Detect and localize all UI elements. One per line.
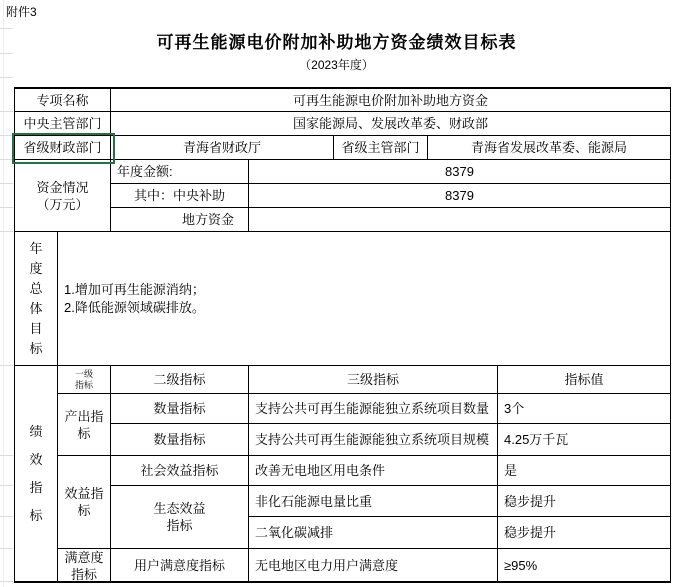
cell-funding-section-label[interactable] — [14, 159, 110, 231]
cell-project-label[interactable]: 专项名称 — [14, 88, 110, 111]
cell-prov-finance-value[interactable]: 青海省财政厅 — [110, 135, 333, 159]
cell-prov-dept-label[interactable]: 省级主管部门 — [333, 135, 427, 159]
sheet-row-gridline — [0, 516, 13, 517]
cell-l2-user-satisfaction[interactable]: 用户满意度指标 — [110, 548, 248, 582]
header-level1-indicator[interactable] — [57, 365, 110, 393]
satisfaction-indicator-text: 满意度指标 — [64, 549, 104, 582]
sheet-row-gridline — [0, 135, 13, 136]
header-level2-indicator[interactable]: 二级指标 — [110, 365, 248, 393]
cell-central-dept-label[interactable]: 中央主管部门 — [14, 111, 110, 135]
sheet-row-gridline — [0, 77, 13, 78]
cell-value-project-count[interactable]: 3个 — [497, 393, 670, 423]
cell-l3-project-scale[interactable]: 支持公共可再生能源能独立系统项目规模 — [248, 423, 497, 455]
output-indicator-text: 产出指标 — [64, 408, 104, 441]
cell-project-value[interactable]: 可再生能源电价附加补助地方资金 — [110, 88, 670, 111]
cell-annual-amount-value[interactable]: 8379 — [248, 159, 670, 183]
cell-value-nonfossil-share[interactable]: 稳步提升 — [497, 485, 670, 516]
cell-central-dept-value[interactable]: 国家能源局、发展改革委、财政部 — [110, 111, 670, 135]
cell-value-project-scale[interactable]: 4.25万千瓦 — [497, 423, 670, 455]
table-bottom-border — [14, 581, 671, 583]
sheet-row-gridline — [0, 183, 13, 184]
cell-l2-quantity-1[interactable]: 数量指标 — [110, 393, 248, 423]
cell-l2-quantity-2[interactable]: 数量指标 — [110, 423, 248, 455]
cell-l2-eco-benefit[interactable] — [110, 485, 248, 548]
cell-annual-amount-label[interactable]: 年度金额: — [110, 159, 248, 183]
sheet-row-gridline — [0, 581, 13, 582]
sheet-row-gridline — [0, 455, 13, 456]
cell-local-funds-label[interactable]: 地方资金 — [110, 207, 248, 231]
table-top-border — [14, 87, 671, 89]
annual-goal-line-2: 2.降低能源领域碳排放。 — [64, 299, 205, 315]
cell-perf-section-label[interactable] — [14, 365, 57, 582]
benefit-indicator-text: 效益指标 — [64, 486, 104, 518]
cell-l3-power-conditions[interactable]: 改善无电地区用电条件 — [248, 455, 497, 485]
sheet-column-gridline — [3, 0, 4, 587]
page-title: 可再生能源电价附加补助地方资金绩效目标表 — [156, 33, 517, 52]
sheet-row-gridline — [0, 53, 13, 54]
eco-benefit-text: 生态效益指标 — [153, 501, 206, 533]
table-right-border — [670, 88, 671, 582]
cell-l2-social-benefit[interactable]: 社会效益指标 — [110, 455, 248, 485]
cell-central-subsidy-label[interactable]: 其中：中央补助 — [110, 183, 248, 207]
annual-goal-line-1: 1.增加可再生能源消纳； — [64, 281, 205, 297]
cell-prov-finance-label[interactable]: 省级财政部门 — [14, 135, 110, 159]
sheet-row-gridline — [0, 548, 13, 549]
sheet-row-gridline — [0, 485, 13, 486]
funding-section-label-text: 资金情况（万元） — [36, 179, 89, 212]
cell-l3-co2-reduction[interactable]: 二氧化碳减排 — [248, 516, 497, 548]
page-subtitle: （2023年度） — [299, 58, 374, 72]
attachment-label: 附件3 — [6, 5, 37, 19]
header-level3-indicator[interactable]: 三级指标 — [248, 365, 497, 393]
sheet-row-gridline — [0, 111, 13, 112]
cell-satisfaction-indicator[interactable] — [57, 548, 110, 582]
cell-central-subsidy-value[interactable]: 8379 — [248, 183, 670, 207]
annual-goal-label-text: 年度总体目标 — [29, 240, 43, 356]
cell-l3-user-satisfaction[interactable]: 无电地区电力用户满意度 — [248, 548, 497, 582]
cell-value-user-satisfaction[interactable]: ≥95% — [497, 548, 670, 582]
cell-annual-goal-label[interactable] — [14, 231, 57, 365]
cell-output-indicator[interactable] — [57, 393, 110, 455]
sheet-row-gridline — [0, 231, 13, 232]
header-level1-text: 一级指标 — [74, 368, 93, 390]
sheet-row-gridline — [0, 159, 13, 160]
cell-prov-dept-value[interactable]: 青海省发展改革委、能源局 — [427, 135, 670, 159]
cell-value-co2-reduction[interactable]: 稳步提升 — [497, 516, 670, 548]
cell-l3-project-count[interactable]: 支持公共可再生能源能独立系统项目数量 — [248, 393, 497, 423]
cell-l3-nonfossil-share[interactable]: 非化石能源电量比重 — [248, 485, 497, 516]
cell-local-funds-value[interactable] — [248, 207, 670, 231]
perf-section-label-text: 绩效指标 — [29, 424, 43, 523]
cell-benefit-indicator[interactable] — [57, 455, 110, 548]
cell-value-power-conditions[interactable]: 是 — [497, 455, 670, 485]
header-indicator-value[interactable]: 指标值 — [497, 365, 670, 393]
sheet-row-gridline — [0, 207, 13, 208]
sheet-row-gridline — [0, 365, 13, 366]
performance-target-table — [14, 88, 671, 582]
cell-annual-goal-content[interactable] — [57, 231, 670, 365]
